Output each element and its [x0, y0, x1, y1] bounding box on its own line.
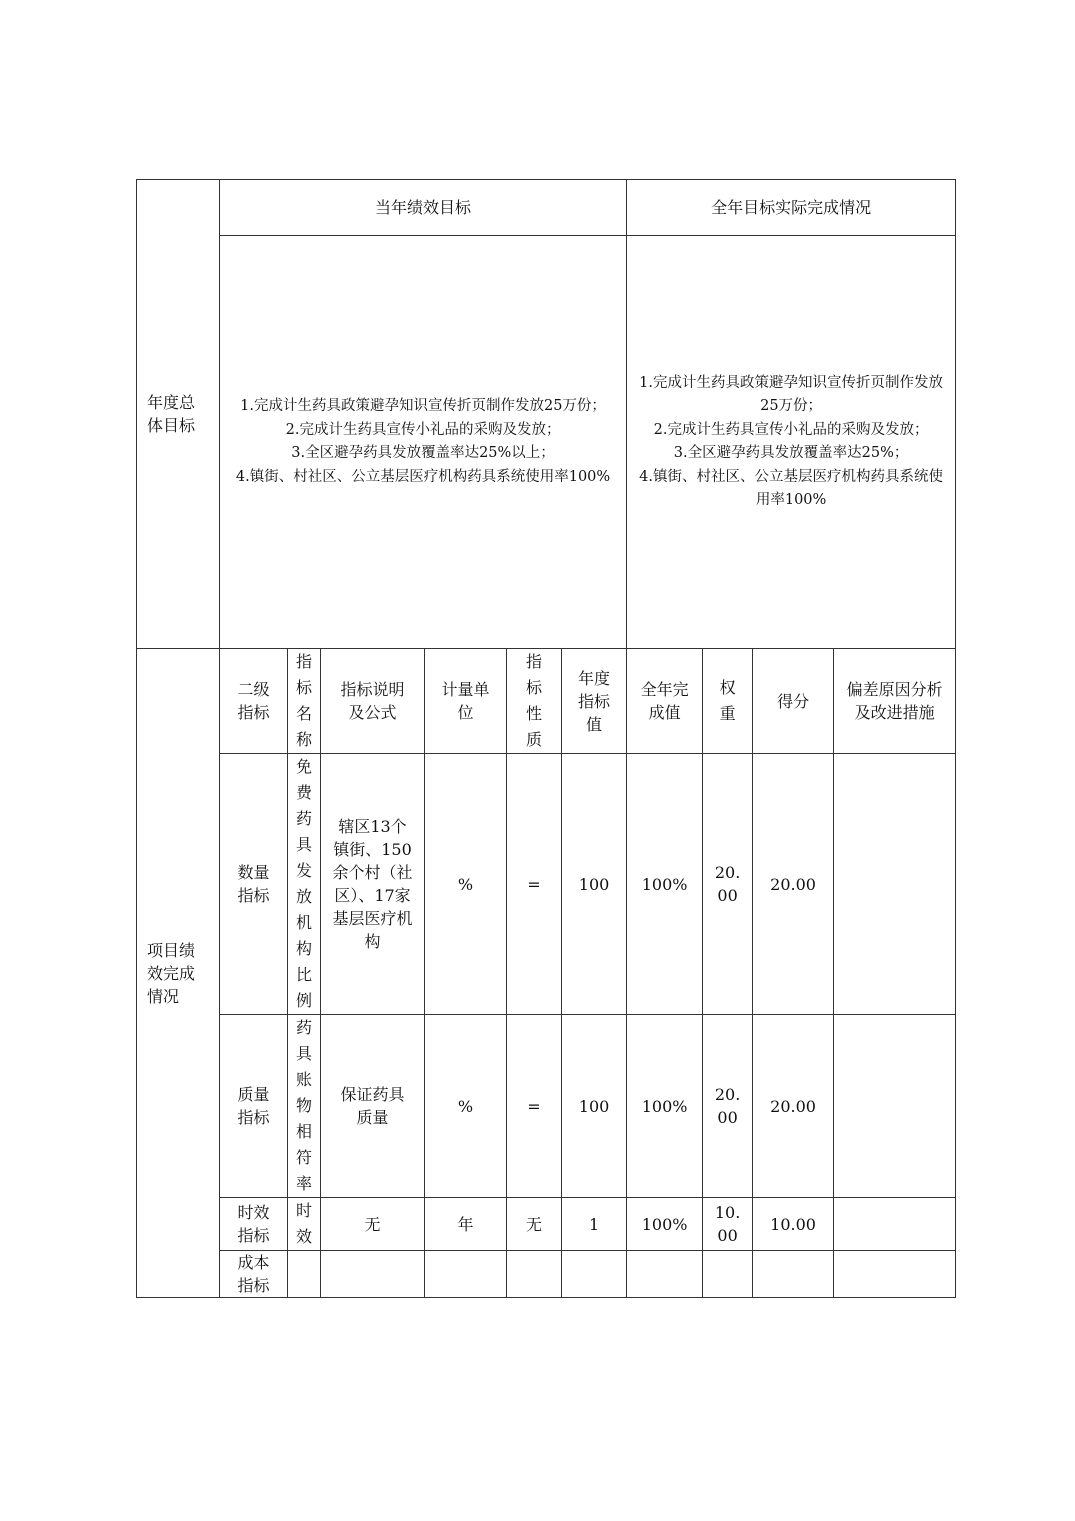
cell-desc: 辖区13个镇街、150余个村（社区）、17家基层医疗机构	[321, 754, 425, 1015]
cell-name: 免费药具发放机构比例	[288, 754, 321, 1015]
annual-actual-list	[627, 372, 955, 513]
cell-desc: 保证药具质量	[321, 1015, 425, 1198]
annual-target-item: 3.全区避孕药具发放覆盖率达25%以上；	[291, 445, 555, 461]
cell-deviation	[834, 1015, 956, 1198]
cell-deviation	[834, 1251, 956, 1298]
cell-name: 时效	[288, 1198, 321, 1251]
cell-weight: 20.00	[703, 1015, 753, 1198]
annual-actual-item: 3.全区避孕药具发放覆盖率达25%；	[673, 445, 909, 461]
cell-target: 100	[562, 1015, 627, 1198]
annual-goal-label-cell	[137, 180, 220, 649]
annual-target-item: 2.完成计生药具宣传小礼品的采购及发放；	[285, 421, 561, 438]
cell-actual: 100%	[627, 1198, 703, 1251]
cell-nature: 无	[507, 1198, 562, 1251]
cell-actual: 100%	[627, 1015, 703, 1198]
cell-unit: 年	[425, 1198, 507, 1251]
cell-deviation	[834, 1198, 956, 1251]
col-header-level2: 二级指标	[220, 649, 288, 754]
annual-actual-item: 2.完成计生药具宣传小礼品的采购及发放；	[653, 421, 929, 438]
cell-actual: 100%	[627, 754, 703, 1015]
annual-goal-label: 年度总体目标	[147, 393, 196, 435]
col-header-weight: 权重	[703, 649, 753, 754]
cell-unit: %	[425, 754, 507, 1015]
cell-weight: 10.00	[703, 1198, 753, 1251]
cell-weight	[703, 1251, 753, 1298]
table-row	[137, 1198, 956, 1251]
col-header-desc: 指标说明及公式	[321, 649, 425, 754]
annual-target-header: 当年绩效目标	[220, 180, 627, 236]
col-header-name: 指标名称	[288, 649, 321, 754]
cell-score: 20.00	[753, 1015, 834, 1198]
table-row	[137, 754, 956, 1015]
cell-level2: 数量指标	[220, 754, 288, 1015]
col-header-deviation: 偏差原因分析及改进措施	[834, 649, 956, 754]
col-header-actual: 全年完成值	[627, 649, 703, 754]
table-row	[137, 1015, 956, 1198]
annual-target-list	[220, 395, 626, 489]
cell-deviation	[834, 754, 956, 1015]
cell-target: 1	[562, 1198, 627, 1251]
cell-unit: %	[425, 1015, 507, 1198]
cell-target: 100	[562, 754, 627, 1015]
table-row	[137, 1251, 956, 1298]
cell-score	[753, 1251, 834, 1298]
cell-weight: 20.00	[703, 754, 753, 1015]
cell-nature: =	[507, 754, 562, 1015]
cell-desc: 无	[321, 1198, 425, 1251]
cell-actual	[627, 1251, 703, 1298]
annual-target-item: 4.镇街、村社区、公立基层医疗机构药具系统使用率100%	[235, 468, 611, 485]
col-header-nature: 指标性质	[507, 649, 562, 754]
col-header-unit: 计量单位	[425, 649, 507, 754]
cell-desc	[321, 1251, 425, 1298]
cell-level2: 时效指标	[220, 1198, 288, 1251]
cell-level2: 成本指标	[220, 1251, 288, 1298]
annual-target-item: 1.完成计生药具政策避孕知识宣传折页制作发放25万份；	[240, 398, 606, 414]
annual-target-cell	[220, 236, 627, 649]
annual-actual-cell	[627, 236, 956, 649]
cell-name	[288, 1251, 321, 1298]
cell-target	[562, 1251, 627, 1298]
cell-unit	[425, 1251, 507, 1298]
annual-actual-item: 4.镇街、村社区、公立基层医疗机构药具系统使用率100%	[639, 468, 943, 508]
performance-table	[136, 179, 956, 1298]
cell-level2: 质量指标	[220, 1015, 288, 1198]
perf-label: 项目绩效完成情况	[147, 940, 196, 1006]
col-header-target: 年度指标值	[562, 649, 627, 754]
cell-name: 药具账物相符率	[288, 1015, 321, 1198]
cell-score: 10.00	[753, 1198, 834, 1251]
col-header-score: 得分	[753, 649, 834, 754]
cell-nature	[507, 1251, 562, 1298]
perf-label-cell	[137, 649, 220, 1298]
annual-actual-header: 全年目标实际完成情况	[627, 180, 956, 236]
cell-nature: =	[507, 1015, 562, 1198]
annual-actual-item: 1.完成计生药具政策避孕知识宣传折页制作发放25万份；	[639, 374, 943, 414]
cell-score: 20.00	[753, 754, 834, 1015]
